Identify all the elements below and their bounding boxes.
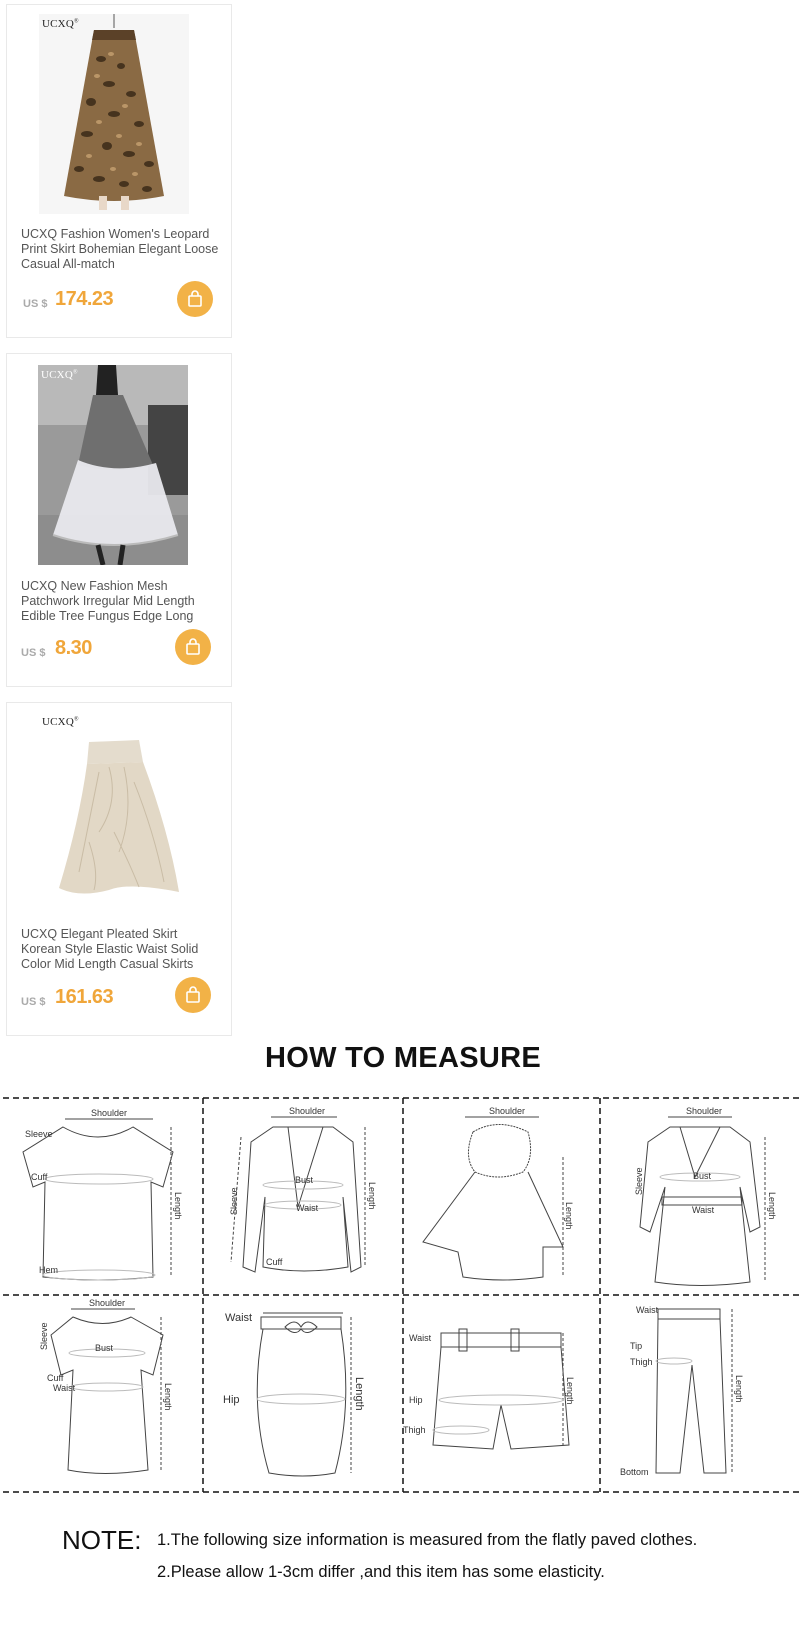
note-line-1: 1.The following size information is measured from the flatly paved clothes. <box>157 1531 698 1549</box>
shopping-bag-icon <box>184 986 202 1004</box>
product-image[interactable] <box>39 14 189 214</box>
note-line-2: 2.Please allow 1-3cm differ ,and this item has some elasticity. <box>157 1563 605 1581</box>
leopard-skirt-image <box>39 14 189 214</box>
shoulder-label: Shoulder <box>289 1106 326 1116</box>
shoulder-label: Shoulder <box>89 1298 126 1308</box>
cape-diagram <box>403 1097 600 1295</box>
hip-label: Hip <box>223 1394 240 1406</box>
length-label: Length <box>565 1377 575 1405</box>
product-card[interactable] <box>6 4 232 338</box>
product-price: 8.30 <box>55 637 92 659</box>
bust-label: Bust <box>295 1175 314 1185</box>
mesh-skirt-image <box>38 365 188 565</box>
blazer-diagram <box>203 1097 403 1295</box>
bust-label: Bust <box>95 1343 114 1353</box>
tshirt-diagram <box>3 1097 203 1295</box>
cuff-label: Cuff <box>266 1257 283 1267</box>
cuff-label: Cuff <box>31 1172 48 1182</box>
note-heading: NOTE: <box>62 1525 142 1555</box>
product-title[interactable]: UCXQ Elegant Pleated Skirt Korean Style Elastic Waist Solid Color Mid Length Casual Skirts <box>21 927 199 971</box>
product-card[interactable] <box>6 353 232 687</box>
thigh-label: Thigh <box>630 1357 653 1367</box>
waist-label: Waist <box>409 1333 432 1343</box>
shoulder-label: Shoulder <box>489 1106 526 1116</box>
add-to-cart-button[interactable] <box>177 281 213 317</box>
sleeve-label: Sleeve <box>25 1129 53 1139</box>
how-to-measure-heading: HOW TO MEASURE <box>265 1042 541 1074</box>
brand-logo: UCXQ® <box>41 369 78 381</box>
sleeve-label: Sleeve <box>634 1167 644 1195</box>
bottom-label: Bottom <box>620 1467 649 1477</box>
currency-label: US $ <box>21 647 46 659</box>
product-title[interactable]: UCXQ New Fashion Mesh Patchwork Irregular Mid Length Edible Tree Fungus Edge Long <box>21 579 195 623</box>
waist-label: Waist <box>692 1205 715 1215</box>
tip-label: Tip <box>630 1341 643 1351</box>
pencil-skirt-diagram <box>203 1295 403 1493</box>
brand-logo: UCXQ® <box>42 18 79 30</box>
waist-label: Waist <box>636 1305 659 1315</box>
product-price: 174.23 <box>55 288 114 310</box>
length-label: Length <box>767 1192 777 1220</box>
waist-label: Waist <box>225 1312 253 1324</box>
measure-diagram-grid <box>3 1097 803 1493</box>
currency-label: US $ <box>21 996 46 1008</box>
length-label: Length <box>173 1192 183 1220</box>
length-label: Length <box>367 1182 377 1210</box>
product-title[interactable]: UCXQ Fashion Women's Leopard Print Skirt Bohemian Elegant Loose Casual All-match <box>21 227 219 271</box>
waist-label: Waist <box>53 1383 76 1393</box>
brand-logo: UCXQ® <box>42 716 79 728</box>
shorts-diagram <box>403 1295 600 1493</box>
add-to-cart-button[interactable] <box>175 629 211 665</box>
sleeve-label: Sleeve <box>229 1187 239 1215</box>
dress-diagram <box>3 1295 203 1493</box>
shoulder-label: Shoulder <box>686 1106 723 1116</box>
hem-label: Hem <box>39 1265 59 1275</box>
shopping-bag-icon <box>184 638 202 656</box>
length-label: Length <box>564 1202 574 1230</box>
currency-label: US $ <box>23 298 48 310</box>
length-label: Length <box>163 1383 173 1411</box>
product-image[interactable] <box>38 365 188 565</box>
shoulder-label: Shoulder <box>91 1108 128 1118</box>
coat-diagram <box>600 1097 803 1295</box>
product-price: 161.63 <box>55 986 114 1008</box>
length-label: Length <box>353 1377 365 1411</box>
product-card[interactable] <box>6 702 232 1036</box>
shopping-bag-icon <box>186 290 204 308</box>
cuff-label: Cuff <box>47 1373 64 1383</box>
hip-label: Hip <box>409 1395 423 1405</box>
pants-diagram <box>600 1295 803 1493</box>
sleeve-label: Sleeve <box>39 1322 49 1350</box>
bust-label: Bust <box>693 1171 712 1181</box>
product-image[interactable] <box>39 712 189 912</box>
waist-label: Waist <box>296 1203 319 1213</box>
pleated-skirt-image <box>39 712 189 912</box>
add-to-cart-button[interactable] <box>175 977 211 1013</box>
thigh-label: Thigh <box>403 1425 426 1435</box>
length-label: Length <box>734 1375 744 1403</box>
